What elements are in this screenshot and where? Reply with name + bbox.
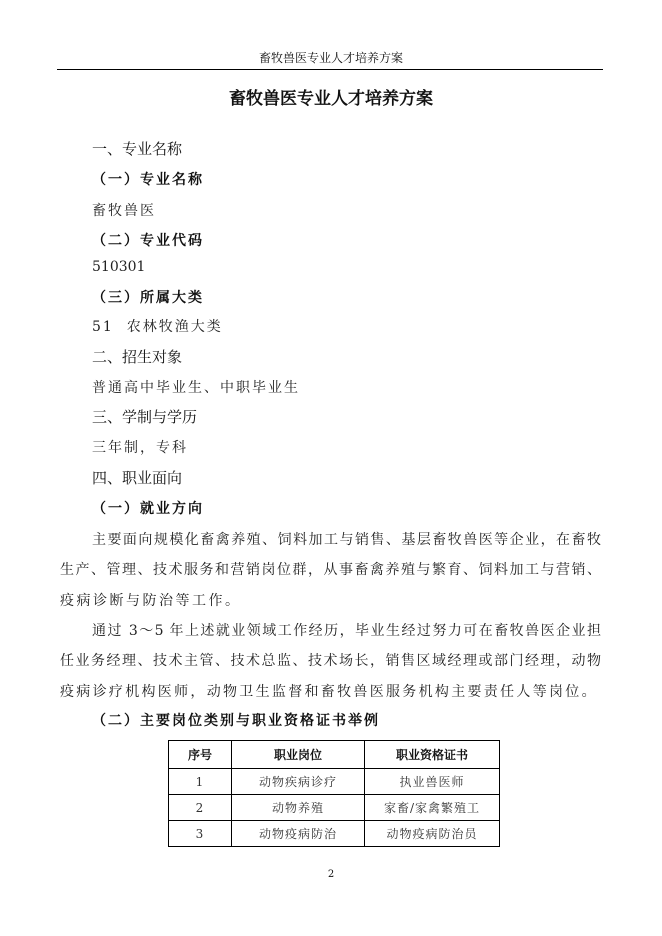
heading-1: 一、专业名称 [92, 140, 183, 158]
table-row [169, 795, 500, 821]
heading-1-2: （二）专业代码 [92, 233, 204, 249]
major-code: 510301 [92, 259, 146, 275]
enrollment-target: 普通高中毕业生、中职毕业生 [92, 380, 300, 396]
table-cell: 3 [169, 821, 232, 847]
heading-2: 二、招生对象 [92, 348, 183, 366]
paragraph-line: 任业务经理、技术主管、技术总监、技术场长，销售区域经理或部门经理，动物 [60, 653, 601, 669]
table-cell: 动物疾病诊疗 [232, 769, 365, 795]
heading-1-1: （一）专业名称 [92, 172, 204, 188]
paragraph-line: 通过 3～5 年上述就业领域工作经历，毕业生经过努力可在畜牧兽医企业担 [92, 623, 601, 639]
table-cell: 动物养殖 [232, 795, 365, 821]
table-cell: 执业兽医师 [365, 769, 500, 795]
document-title: 畜牧兽医专业人才培养方案 [229, 89, 433, 109]
table-row [169, 821, 500, 847]
paragraph-line: 主要面向规模化畜禽养殖、饲料加工与销售、基层畜牧兽医等企业，在畜牧 [92, 532, 601, 548]
heading-3: 三、学制与学历 [92, 408, 198, 426]
table-cell: 家畜/家禽繁殖工 [365, 795, 500, 821]
paragraph-line: 疫病诊断与防治等工作。 [60, 593, 242, 609]
column-header: 序号 [169, 741, 232, 769]
paragraph-line: 疫病诊疗机构医师，动物卫生监督和畜牧兽医服务机构主要责任人等岗位。 [60, 684, 598, 700]
table-cell: 动物疫病防治 [232, 821, 365, 847]
paragraph-line: 生产、管理、技术服务和营销岗位群，从事畜禽养殖与繁育、饲料加工与营销、 [60, 562, 601, 578]
table-header-row [169, 741, 500, 769]
heading-4-1: （一）就业方向 [92, 501, 204, 517]
heading-1-3: （三）所属大类 [92, 290, 204, 306]
study-length: 三年制，专科 [92, 440, 188, 456]
table-cell: 2 [169, 795, 232, 821]
position-certificate-table [168, 740, 500, 847]
page-header: 畜牧兽医专业人才培养方案 [258, 51, 403, 65]
heading-4: 四、职业面向 [92, 469, 183, 487]
column-header: 职业岗位 [232, 741, 365, 769]
table-cell: 1 [169, 769, 232, 795]
major-category: 51 农林牧渔大类 [92, 319, 223, 335]
column-header: 职业资格证书 [365, 741, 500, 769]
heading-4-2: （二）主要岗位类别与职业资格证书举例 [92, 713, 380, 729]
page-number: 2 [327, 869, 335, 880]
table-row [169, 769, 500, 795]
major-name: 畜牧兽医 [92, 203, 156, 219]
table-cell: 动物疫病防治员 [365, 821, 500, 847]
header-rule [57, 69, 603, 70]
